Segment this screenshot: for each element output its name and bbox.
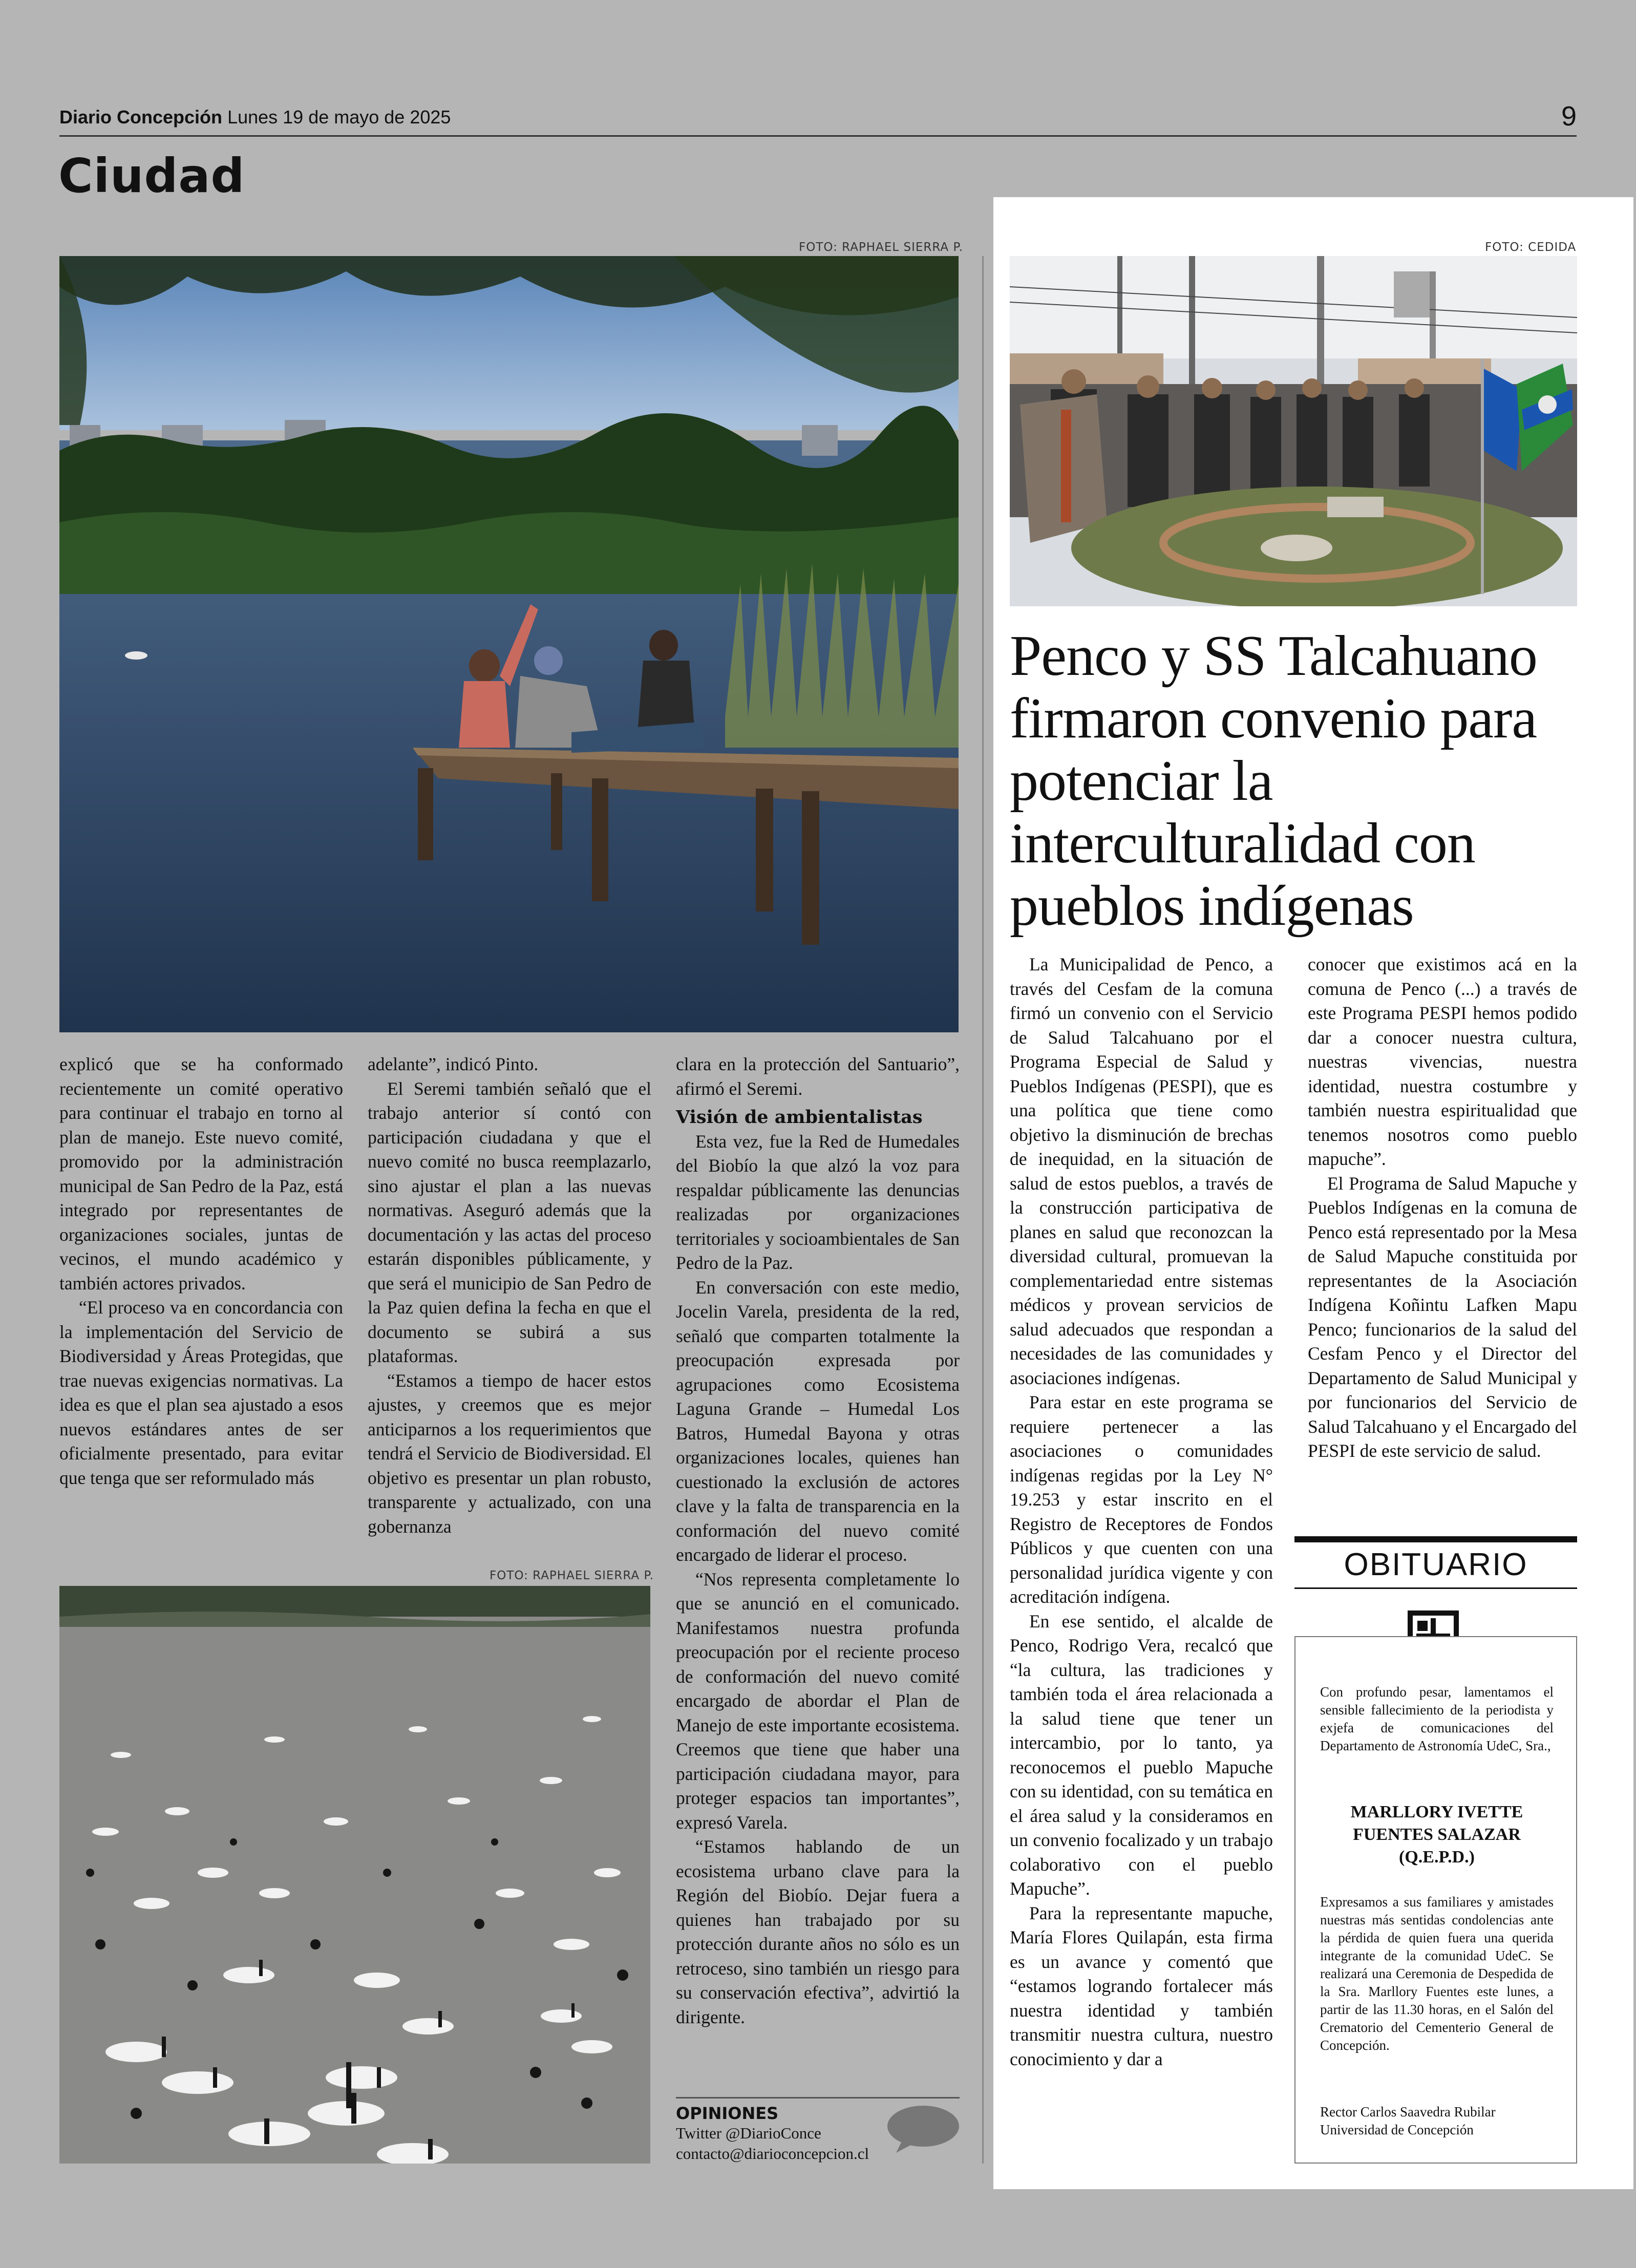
swans-photo: [59, 1586, 650, 2164]
paragraph: En conversación con este medio, Jocelin Varela, presidenta de la red, señaló que comparten totalmente la preocupación expresada por agrupaciones como Ecosistema Laguna Grande – Humedal Los Batros, Humedal Bayona y otras organizaciones locales, quienes han cuestionado la exclusión de actores clave y la falta de transparencia en la conformación del nuevo comité encargado de liderar el proceso.: [676, 1277, 960, 1565]
paragraph: “Nos representa completamente lo que se anunció en el comunicado. Manifestamos nuestra profunda preocupación por el reciente proceso de conformación del nuevo comité encargado de abordar el Plan de Manejo de este importante ecosistema. Creemos que tiene que haber una participación ciudadana mayor, para proteger espacios tan importantes”, expresó Varela.: [676, 1568, 960, 1833]
left-article-col3: [676, 1052, 960, 2029]
subheading: Visión de ambientalistas: [676, 1107, 923, 1128]
photo-credit-ceremony: FOTO: CEDIDA: [1485, 241, 1577, 254]
paragraph: adelante”, indicó Pinto.: [368, 1054, 539, 1074]
issue-date: Lunes 19 de mayo de 2025: [227, 107, 451, 128]
page-number: 9: [1561, 101, 1577, 132]
paragraph: Para estar en este programa se requiere pertenecer a las asociaciones o comunidades indígenas regidas por la Ley N° 19.253 y estar inscrito en el Registro de Receptores de Fondos Públicos y que cuenten con una personalidad jurídica vigente y con acreditación indígena.: [1010, 1392, 1273, 1607]
paragraph: El Programa de Salud Mapuche y Pueblos Indígenas en la comuna de Penco está representado por la Mesa de Salud Mapuche constituida por representantes de la Asociación Indígena Koñintu Lafken Mapu Penco; funcionarios de la salud del Cesfam Penco y el Director del Departamento de Salud Municipal y por funcionarios del Servicio de Salud Talcahuano y el Encargado del PESPI de este servicio de salud.: [1308, 1173, 1577, 1461]
paragraph: “Estamos hablando de un ecosistema urbano clave para la Región del Biobío. Dejar fuera a quienes han trabajado por su protección durante años no sólo es un retroceso, sino también un riesgo para su conservación efectiva”, advirtió la dirigente.: [676, 1836, 960, 2027]
photo-credit-swans: FOTO: RAPHAEL SIERRA P.: [490, 1569, 654, 1582]
obituary-body: Expresamos a sus familiares y amistades nuestras más sentidas condolencias ante la pérdida de quien fuera una querida integrante de la comunidad UdeC. Se realizará una Ceremonia de Despedida de la Sra. Marllory Fuentes este lunes, a partir de las 11.30 horas, en el Salón del Crematorio del Cementerio General de Concepción.: [1320, 1894, 1554, 2053]
paragraph: “El proceso va en concordancia con la implementación del Servicio de Biodiversidad y Áreas Protegidas, que trae nuevas exigencias normativas. La idea es que el plan sea ajustado a esos nuevos estándares antes de ser oficialmente presentado, para evitar que tenga que ser reformulado más: [59, 1297, 343, 1488]
speech-bubble-icon: [887, 2105, 960, 2156]
section-title: Ciudad: [58, 149, 245, 203]
paragraph: “Estamos a tiempo de hacer estos ajustes, y creemos que es mejor anticiparnos a los requerimientos que tendrá el Servicio de Biodiversidad. El objetivo es presentar un plan robusto, transparente y actualizado, con una gobernanza: [368, 1370, 651, 1537]
obituary-name-line2: FUENTES SALAZAR: [1353, 1825, 1521, 1844]
obituary-signer-line1: Rector Carlos Saavedra Rubilar: [1320, 2104, 1496, 2119]
paragraph: El Seremi también señaló que el trabajo anterior sí contó con participación ciudadana y que el nuevo comité no busca reemplazarlo, sino ajustar el plan a las nuevas normativas. Aseguró además que la documentación y las actas del proceso estarán disponibles públicamente, y que será el municipio de San Pedro de la Paz quien defina la fecha en que el documento se subirá a sus plataformas.: [368, 1078, 651, 1366]
left-article-col1: [59, 1052, 343, 1490]
obituary-name-line3: (Q.E.P.D.): [1399, 1848, 1475, 1867]
left-article-col2: [368, 1052, 651, 1539]
right-article-col1: [1010, 952, 1273, 2071]
paper-name: Diario Concepción: [59, 107, 223, 128]
obituary-intro: Con profundo pesar, lamentamos el sensible fallecimiento de la periodista y exjefa de comunicaciones del Departamento de Astronomía UdeC, Sra.,: [1320, 1684, 1554, 1753]
obituary-signer-line2: Universidad de Concepción: [1320, 2122, 1474, 2137]
opiniones-email[interactable]: contacto@diarioconcepcion.cl: [676, 2145, 869, 2163]
obituary-rule: [1294, 1587, 1577, 1589]
paragraph: conocer que existimos acá en la comuna de Penco (...) a través de este Programa PESPI hemos podido dar a conocer nuestra cultura, nuestras vivencias, nuestra identidad, nuestra costumbre y también nuestra espiritualidad que tenemos nosotros como pueblo mapuche”.: [1308, 954, 1577, 1169]
opiniones-rule: [676, 2097, 960, 2099]
masthead: [59, 107, 451, 128]
paragraph: explicó que se ha conformado recientemente un comité operativo para continuar el trabajo en torno al plan de manejo. Este nuevo comité, promovido por la administración municipal de San Pedro de la Paz, está integrado por representantes de organizaciones sociales, juntas de vecinos, el mundo académico y también actores privados.: [59, 1054, 343, 1294]
obituary-name-line1: MARLLORY IVETTE: [1350, 1803, 1523, 1821]
paragraph: clara en la protección del Santuario”, afirmó el Seremi.: [676, 1054, 960, 1099]
paragraph: En ese sentido, el alcalde de Penco, Rodrigo Vera, recalcó que “la cultura, las tradiciones y también toda el área relacionada a la salud tiene que tener un intercambio, por lo tanto, ya reconocemos el pueblo Mapuche con su identidad, con su temática en el área salud y la consideramos en un convenio focalizado y un trabajo colaborativo con el pueblo Mapuche”.: [1010, 1610, 1273, 1899]
obituary-box: [1294, 1636, 1577, 2164]
opiniones-twitter[interactable]: Twitter @DiarioConce: [676, 2124, 821, 2142]
opiniones-title: OPINIONES: [676, 2104, 779, 2123]
obituary-bar: [1294, 1536, 1577, 1542]
header-rule: [59, 135, 1577, 137]
right-article-col2: [1308, 952, 1577, 1464]
obituary-title: OBITUARIO: [1344, 1547, 1528, 1582]
obituary-name: [1311, 1801, 1563, 1869]
paragraph: Esta vez, fue la Red de Humedales del Biobío la que alzó la voz para respaldar públicamente las denuncias realizadas por organizaciones territoriales y socioambientales de San Pedro de la Paz.: [676, 1131, 960, 1273]
headline: Penco y SS Talcahuano firmaron convenio para potenciar la interculturalidad con pueblos indígenas: [1010, 624, 1537, 938]
column-divider: [982, 256, 984, 2164]
lake-photo: [59, 256, 959, 1032]
paragraph: Para la representante mapuche, María Flores Quilapán, esta firma es un avance y comentó que “estamos logrando fortalecer más nuestra identidad y también transmitir nuestra cultura, nuestro conocimiento y dar a: [1010, 1902, 1273, 2069]
photo-credit-lake: FOTO: RAPHAEL SIERRA P.: [799, 241, 964, 254]
ceremony-photo: [1010, 256, 1577, 606]
paragraph: La Municipalidad de Penco, a través del Cesfam de la comuna firmó un convenio con el Servicio de Salud Talcahuano por el Programa Especial de Salud y Pueblos Indígenas (PESPI), que es una política que tiene como objetivo la disminución de brechas de inequidad, en la situación de salud de estos pueblos, a través de la construcción participativa de planes en salud que reconozcan la diversidad cultural, promuevan la complementariedad entre sistemas médicos y provean servicios de salud adecuados que respondan a necesidades de las comunidades y asociaciones indígenas.: [1010, 954, 1273, 1388]
obituary-signer: [1320, 2103, 1554, 2139]
